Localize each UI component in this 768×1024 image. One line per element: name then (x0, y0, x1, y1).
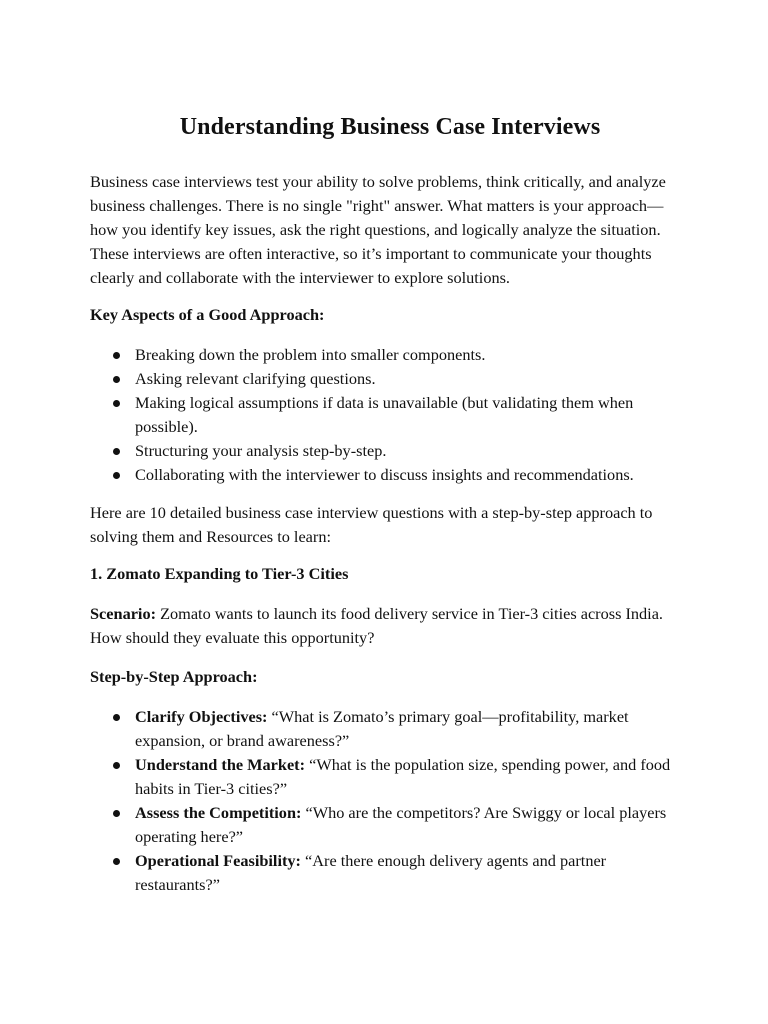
step-label: Understand the Market: (135, 755, 306, 774)
list-item-text: Making logical assumptions if data is unavailable (but validating them when possible). (135, 393, 634, 436)
list-item (90, 463, 690, 487)
scenario-text: Zomato wants to launch its food delivery service in Tier-3 cities across India. How should they evaluate this opportunity? (90, 604, 664, 647)
step-label: Clarify Objectives: (135, 707, 268, 726)
list-item-text: Asking relevant clarifying questions. (135, 369, 376, 388)
bullet-icon (113, 472, 120, 479)
step-item (90, 801, 690, 849)
document-page (90, 108, 690, 911)
step-text: “What is the population size, spending power, and food habits in Tier-3 cities?” (135, 755, 671, 798)
bullet-icon (113, 810, 120, 817)
step-label: Assess the Competition: (135, 803, 302, 822)
case-1-heading: 1. Zomato Expanding to Tier-3 Cities (90, 564, 349, 583)
bullet-icon (113, 714, 120, 721)
scenario-paragraph (90, 602, 690, 650)
bullet-icon (113, 762, 120, 769)
step-item (90, 753, 690, 801)
step-text: “Who are the competitors? Are Swiggy or local players operating here?” (135, 803, 667, 846)
bullet-icon (113, 376, 120, 383)
list-item-text: Collaborating with the interviewer to discuss insights and recommendations. (135, 465, 634, 484)
list-item-text: Structuring your analysis step-by-step. (135, 441, 387, 460)
document-title: Understanding Business Case Interviews (179, 114, 601, 140)
step-label: Operational Feasibility: (135, 851, 301, 870)
intro-paragraph: Business case interviews test your ability to solve problems, think critically, and analyze business challenges. There is no single "right" answer. What matters is your approach—how you identify key issues, ask the right questions, and logically analyze the situation. These interviews are often interactive, so it’s important to communicate your thoughts clearly and collaborate with the interviewer to explore solutions. (90, 172, 666, 287)
approach-steps-list (90, 705, 690, 897)
questions-intro-paragraph: Here are 10 detailed business case interview questions with a step-by-step approach to solving them and Resources to learn: (90, 503, 653, 546)
step-item (90, 849, 690, 897)
list-item (90, 343, 690, 367)
step-text: “Are there enough delivery agents and partner restaurants?” (135, 851, 607, 894)
list-item (90, 439, 690, 463)
list-item (90, 391, 690, 439)
key-aspects-list (90, 343, 690, 487)
list-item (90, 367, 690, 391)
scenario-label: Scenario: (90, 604, 157, 623)
bullet-icon (113, 352, 120, 359)
bullet-icon (113, 448, 120, 455)
list-item-text: Breaking down the problem into smaller components. (135, 345, 486, 364)
bullet-icon (113, 400, 120, 407)
step-text: “What is Zomato’s primary goal—profitability, market expansion, or brand awareness?” (135, 707, 629, 750)
step-item (90, 705, 690, 753)
approach-heading: Step-by-Step Approach: (90, 667, 258, 686)
bullet-icon (113, 858, 120, 865)
key-aspects-heading: Key Aspects of a Good Approach: (90, 305, 325, 324)
